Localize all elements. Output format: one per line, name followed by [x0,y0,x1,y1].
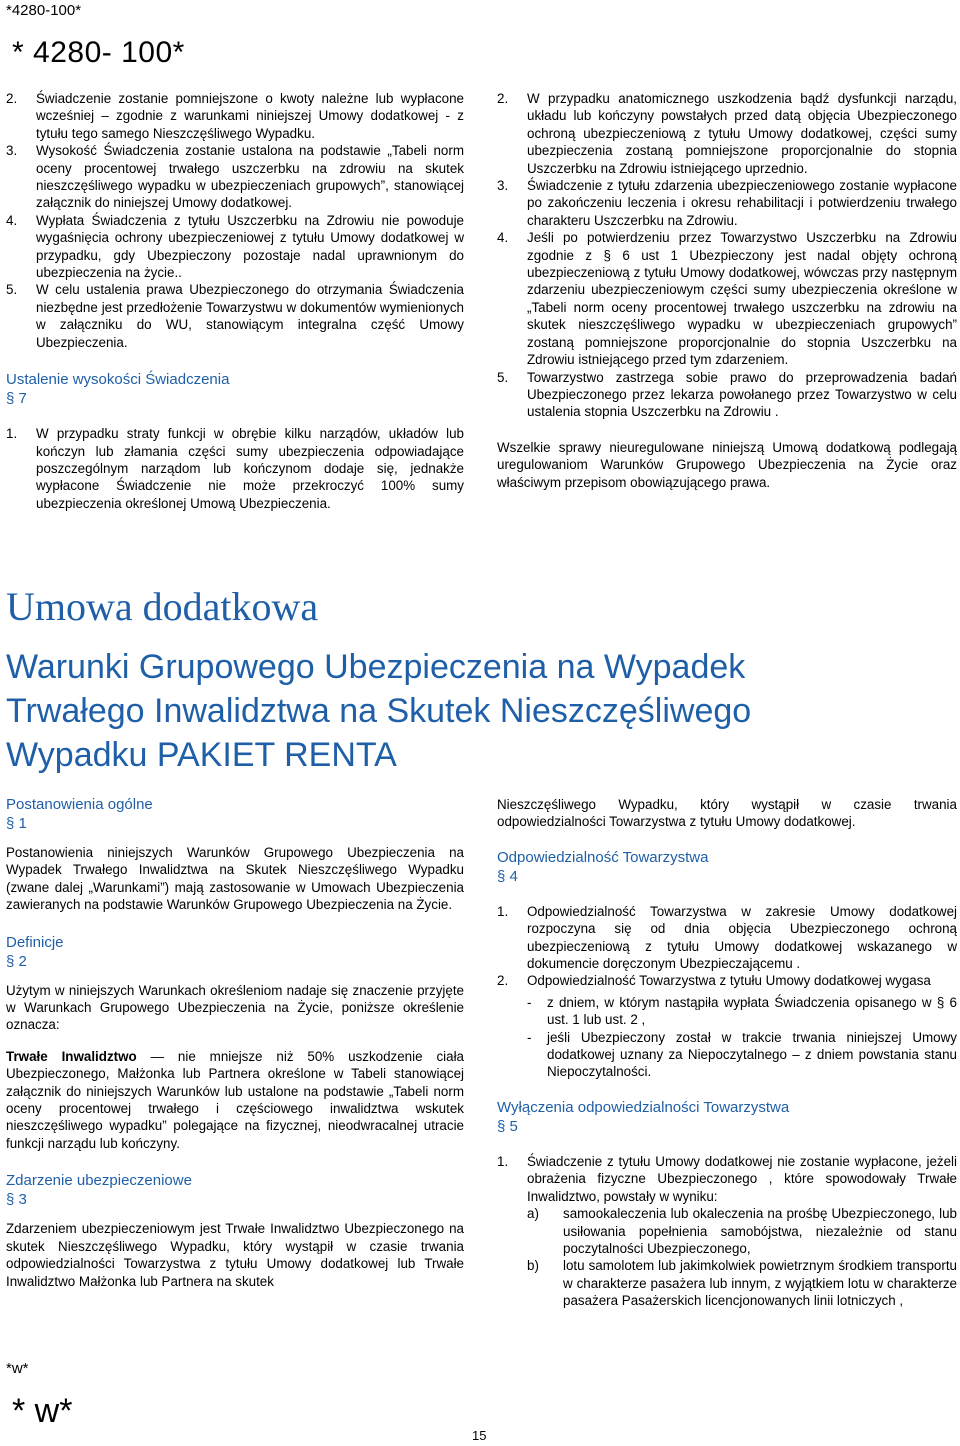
barcode-text-bottom-small: *w* [6,1360,29,1377]
list-item: 2. Świadczenie zostanie pomniejszone o kwoty należne lub wypłacone wcześniej – zgodnie z warunkami niniejszej Umowy dodatkowej - z tytułu tego samego Nieszczęśliwego Wypadku. [6,91,464,141]
body-paragraph: Użytym w niniejszych Warunkach określeniom nadaje się znaczenie przyjęte w Warunkach Grupowego Ubezpieczenia na Życie, poniższe określenie oznacza: [6,982,464,1033]
definition-text: — nie mniejsze niż 50% uszkodzenie ciała Ubezpieczonego, Małżonka lub Partnera określone w Tabeli stanowiącej załącznik do niniejszych Warunków lub ustalone na podstawie „Tabeli norm oceny procentowej trwałego i częściowego inwalidztwa wskutek nieszczęśliwego wypadku” polegające na fizycznej, nieodwracalnej utracie funkcji narządu lub kończyny. [6,1048,464,1151]
definition-paragraph [6,1048,464,1152]
barcode-text-top-small: *4280-100* [6,2,82,19]
bottom-right-column [497,796,957,1310]
dash-item: - jeśli Ubezpieczony został w trakcie trwania niniejszej Umowy dodatkowej uznany za Niepoczytalnego – z dniem powstania stanu Niepoczytalności. [527,1029,957,1080]
section-heading: Zdarzenie ubezpieczeniowe [6,1172,192,1190]
barcode-text-top-large: * 4280- 100* [12,36,185,69]
definition-term: Trwałe Inwalidztwo [6,1048,137,1064]
bottom-left-column [6,796,464,1290]
section-heading: Odpowiedzialność Towarzystwa [497,848,709,866]
list-item: 5. W celu ustalenia prawa Ubezpieczonego do otrzymania Świadczenia niezbędne jest przedłożenie Towarzystwu w dokumentów wymienionych w załączniku do WU, stanowiącym integralna część Umowy Ubezpieczenia. [6,282,464,350]
dash-list [527,994,957,1081]
paragraph-number: § 1 [6,815,27,832]
list-item: 3. Świadczenie z tytułu zdarzenia ubezpieczeniowego zostanie wypłacone po zakończeniu leczenia i okresu rehabilitacji i potwierdzeniu trwałego charakteru Uszczerbku na Zdrowiu. [497,178,957,228]
numbered-list [6,425,464,512]
section-heading: Wyłączenia odpowiedzialności Towarzystwa [497,1098,790,1116]
list-item: 4. Jeśli po potwierdzeniu przez Towarzystwo Uszczerbku na Zdrowiu zgodnie z § 6 ust 1 Ubezpieczony jest nadal objęty ochroną ubezpieczeniową z tytułu Umowy dodatkowej, wówczas przy następnym zdarzeniu ubezpieczeniowym części sumy ubezpieczenia określone w „Tabeli norm oceny procentowej trwałego uszczerbku na zdrowiu na skutek nieszczęśliwego wypadku w ubezpieczeniach grupowych” zostaną pomniejszone proporcjonalnie do stopnia Uszczerbku na Zdrowiu istniejącego przed tym zdarzeniem. [497,230,957,368]
paragraph-number: § 7 [6,390,27,408]
paragraph-number: § 3 [6,1191,27,1209]
section-heading: Ustalenie wysokości Świadczenia [6,371,230,389]
paragraph-number: § 5 [497,1117,518,1135]
closing-paragraph: Wszelkie sprawy nieuregulowane niniejszą Umową dodatkową podlegają uregulowaniom Warunków Grupowego Ubezpieczenia na Życie oraz właściwym przepisom obowiązującego prawa. [497,439,957,490]
top-left-column [6,90,464,512]
list-item: 1. W przypadku straty funkcji w obrębie kilku narządów, układów lub kończyn lub złamania części sumy ubezpieczenia odpowiadające poszczególnym narządom lub kończynom dodaje się, jednakże wypłacone Świadczenie nie może przekroczyć 100% sumy ubezpieczenia określonej Umową Ubezpieczenia. [6,426,464,511]
section-heading: Postanowienia ogólne [6,796,153,813]
title-line-3: Wypadku PAKIET RENTA [6,736,397,774]
numbered-list [497,90,957,421]
list-item: 1. Odpowiedzialność Towarzystwa w zakresie Umowy dodatkowej rozpoczyna się od dnia objęcia Ubezpieczonego ochroną ubezpieczeniową z tytułu Umowy dodatkowej wskazanego w dokumencie doręczonym Ubezpieczającemu . [497,903,957,972]
alpha-list [527,1205,957,1309]
list-item: 4. Wypłata Świadczenia z tytułu Uszczerbku na Zdrowiu nie powoduje wygaśnięcia ochrony ubezpieczeniowej z tytułu Umowy dodatkowej w przypadku, gdy Ubezpieczony pozostaje nadal uprawnionym do ubezpieczenia na życie.. [6,212,464,281]
barcode-text-bottom-large: * w* [12,1392,73,1430]
numbered-list [497,1153,957,1310]
alpha-item: b) lotu samolotem lub jakimkolwiek powietrznym środkiem transportu w charakterze pasażera lub innym, z wyjątkiem lotu w charakterze pasażera Pasażerskich licencjonowanych linii lotniczych , [527,1258,957,1309]
paragraph-number: § 4 [497,867,518,885]
title-line-2: Trwałego Inwalidztwa na Skutek Nieszczęśliwego [6,692,752,730]
body-paragraph: Nieszczęśliwego Wypadku, który wystąpił w czasie trwania odpowiedzialności Towarzystwa z tytułu Umowy dodatkowej. [497,797,957,830]
dash-item: - z dniem, w którym nastąpiła wypłata Świadczenia opisanego w § 6 ust. 1 lub ust. 2 , [527,994,957,1028]
body-paragraph: Postanowienia niniejszych Warunków Grupowego Ubezpieczenia na Wypadek Trwałego Inwalidztwa na Skutek Nieszczęśliwego Wypadku (zwane dalej „Warunkami”) mają zastosowanie w Umowach Ubezpieczenia zawieranych na podstawie Warunków Grupowego Ubezpieczenia na Życie. [6,845,464,913]
numbered-list [497,903,957,1081]
top-right-column [497,90,957,491]
body-paragraph: Zdarzeniem ubezpieczeniowym jest Trwałe Inwalidztwo Ubezpieczonego na skutek Nieszczęśliwego Wypadku, który wystąpił w czasie trwania odpowiedzialności Towarzystwa z tytułu Umowy dodatkowej lub Trwałe Inwalidztwo Małżonka lub Partnera na skutek [6,1221,464,1289]
paragraph-number: § 2 [6,952,27,970]
list-item: 5. Towarzystwo zastrzega sobie prawo do przeprowadzenia badań Ubezpieczonego przez lekarza powołanego przez Towarzystwo w celu ustalenia stopnia Uszczerbku na Zdrowiu . [497,369,957,420]
numbered-list [6,90,464,351]
list-item: 1. Świadczenie z tytułu Umowy dodatkowej nie zostanie wypłacone, jeżeli obrażenia fizyczne Ubezpieczonego , które spowodowały Trwałe Inwalidztwo, powstały w wyniku: a) samookaleczenia lub okaleczenia na prośbę Ubezpieczonego, lub usiłowania popełnienia samobójstwa, niezależnie od stanu poczytalności Ubezpieczonego, b) lotu samolotem lub jakimkolwiek powietrznym środkiem transportu w charakterze pasażera lub innym, z wyjątkiem lotu w charakterze pasażera Pasażerskich licencjonowanych linii lotniczych , [497,1153,957,1309]
alpha-item: a) samookaleczenia lub okaleczenia na prośbę Ubezpieczonego, lub usiłowania popełnienia samobójstwa, niezależnie od stanu poczytalności Ubezpieczonego, [527,1206,957,1256]
list-item: 3. Wysokość Świadczenia zostanie ustalona na podstawie „Tabeli norm oceny procentowej trwałego uszczerbku na zdrowiu na skutek nieszczęśliwego wypadku w ubezpieczeniach grupowych”, stanowiącej załącznik do niniejszej Umowy dodatkowej. [6,143,464,211]
document-title-serif: Umowa dodatkowa [6,584,319,629]
title-line-1: Warunki Grupowego Ubezpieczenia na Wypadek [6,648,746,686]
list-item: 2. Odpowiedzialność Towarzystwa z tytułu Umowy dodatkowej wygasa - z dniem, w którym nastąpiła wypłata Świadczenia opisanego w § 6 ust. 1 lub ust. 2 , - jeśli Ubezpieczony został w trakcie trwania niniejszej Umowy dodatkowej uznany za Niepoczytalnego – z dniem powstania stanu Niepoczytalności. [497,973,957,1080]
list-item: 2. W przypadku anatomicznego uszkodzenia bądź dysfunkcji narządu, układu lub kończyny powstałych przed datą objęcia Ubezpieczonego ochroną ubezpieczeniową z tytułu Umowy dodatkowej, części sumy ubezpieczenia zostaną pomniejszone proporcjonalnie do stopnia Uszczerbku na Zdrowiu istniejącego uprzednio. [497,91,957,176]
document-title [6,645,906,777]
section-heading: Definicje [6,933,64,951]
page-number: 15 [472,1428,487,1443]
